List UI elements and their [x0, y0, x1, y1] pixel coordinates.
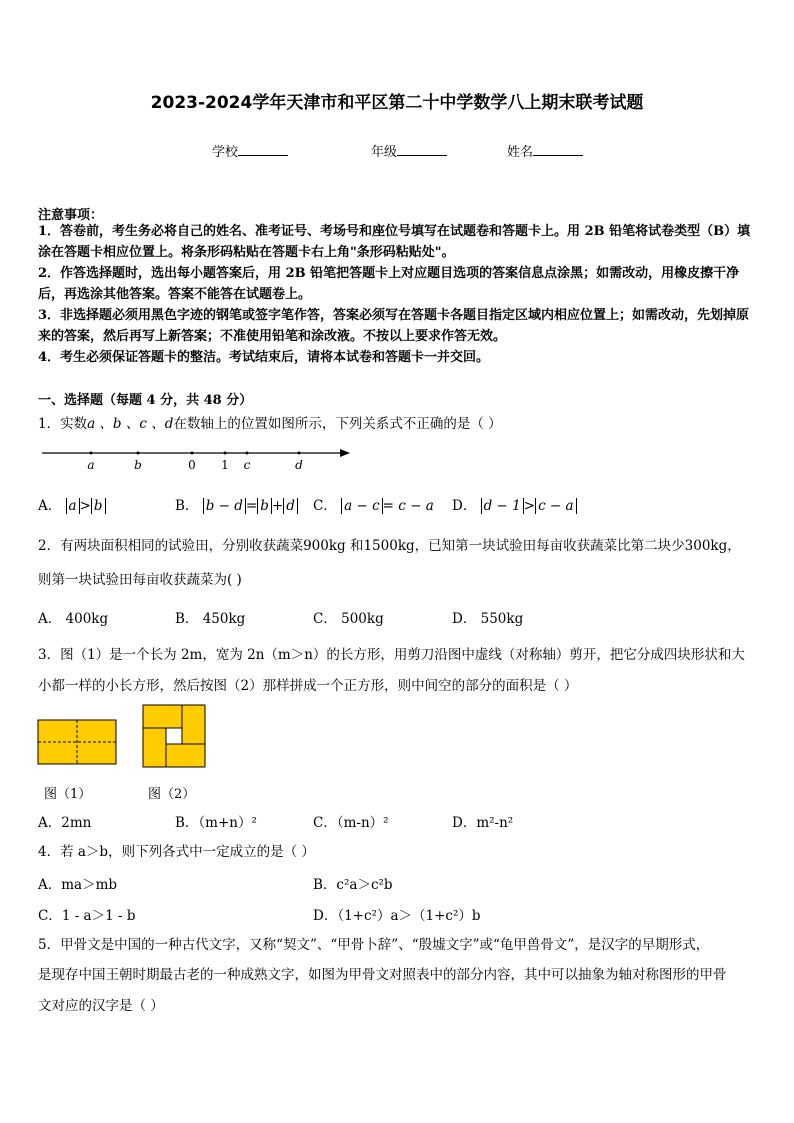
label-a: a [87, 458, 95, 472]
point-a [90, 452, 93, 455]
label-1: 1 [221, 458, 229, 472]
q3-option-d: D．m²-n² [452, 815, 514, 831]
q1-number-line [38, 444, 358, 474]
point-c [246, 452, 249, 455]
point-b [137, 452, 140, 455]
section-heading: 一、选择题（每题 4 分，共 48 分） [38, 393, 253, 408]
q2-line-2: 则第一块试验田每亩收获蔬菜为( ) [38, 572, 242, 588]
q4-option-b: B．c²a＞c²b [313, 877, 393, 893]
q3-line-2: 小都一样的小长方形，然后按图（2）那样拼成一个正方形，则中间空的部分的面积是（ ） [38, 678, 578, 694]
q1-option-d: D． d − 1 > c − a [452, 494, 577, 514]
point-0 [191, 452, 194, 455]
note-1: 1．答卷前，考生务必将自己的姓名、准考证号、考场号和座位号填写在试题卷和答题卡上。用 2B 铅笔将试卷类型（B）填涂在答题卡相应位置上。将条形码粘贴在答题卡右上角"条形码粘贴处"。 [38, 224, 751, 260]
q3-option-c: C．（m-n）² [313, 815, 389, 831]
q5-line-3: 文对应的汉字是（ ） [38, 998, 164, 1014]
label-c: c [243, 458, 251, 472]
school-field [212, 141, 288, 160]
q1-option-c: C． a − c = c − a [313, 498, 434, 514]
q3-line-1: 3．图（1）是一个长为 2m，宽为 2n（m＞n）的长方形，用剪刀沿图中虚线（对称轴）剪开，把它分成四块形状和大 [38, 647, 745, 663]
q3-option-a: A．2mn [38, 815, 92, 831]
fig2-center-hole [166, 728, 182, 744]
q2-option-b: B． 450kg [175, 611, 246, 627]
q2-option-c: C． 500kg [313, 611, 384, 627]
point-1 [224, 452, 227, 455]
q4-option-d: D．（1+c²）a＞（1+c²）b [313, 908, 481, 924]
label-b: b [134, 458, 142, 472]
name-blank [533, 143, 583, 156]
name-field [507, 141, 583, 160]
q3-figure-1 [36, 718, 120, 768]
q4-option-c: C．1 - a＞1 - b [38, 908, 136, 924]
q5-line-2: 是现存中国王朝时期最古老的一种成熟文字，如图为甲骨文对照表中的部分内容，其中可以抽象为轴对称图形的甲骨 [38, 967, 727, 983]
q1-stem [38, 414, 760, 435]
q1-option-b: B． b − d = b + d [175, 494, 298, 514]
grade-blank [397, 143, 447, 156]
q2-option-a: A． 400kg [38, 611, 109, 627]
q4-stem: 4．若 a＞b，则下列各式中一定成立的是（ ） [38, 844, 315, 860]
point-d [298, 452, 301, 455]
school-label: 学校 [212, 145, 239, 160]
q2-option-d: D． 550kg [452, 611, 524, 627]
q1-stem-a: 1．实数 [38, 416, 88, 432]
school-blank [238, 143, 288, 156]
page-title: 2023-2024学年天津市和平区第二十中学数学八上期末联考试题 [150, 93, 644, 113]
name-label: 姓名 [507, 145, 534, 160]
note-3: 3．非选择题必须用黑色字迹的钢笔或签字笔作答，答案必须写在答题卡各题目指定区域内相应位置上；如需改动，先划掉原来的答案，然后再写上新答案；不准使用铅笔和涂改液。不按以上要求作答无效。 [38, 308, 750, 344]
fig1-caption: 图（1） [44, 787, 92, 802]
q5-line-1: 5．甲骨文是中国的一种古代文字，又称“契文”、“甲骨卜辞”、“殷墟文字”或“龟甲兽骨文”，是汉字的早期形式， [38, 937, 710, 953]
note-4: 4．考生必须保证答题卡的整洁。考试结束后，请将本试卷和答题卡一并交回。 [38, 350, 490, 365]
q1-option-a: A． a > b [38, 494, 106, 514]
label-d: d [295, 458, 303, 472]
label-0: 0 [188, 458, 196, 472]
grade-label: 年级 [371, 145, 398, 160]
q2-line-1: 2．有两块面积相同的试验田，分别收获蔬菜900kg 和1500kg，已知第一块试验田每亩收获蔬菜比第二块少300kg， [38, 538, 741, 554]
q1-vars: a 、b 、c 、d [87, 416, 174, 432]
notes-heading: 注意事项： [38, 208, 104, 223]
q4-option-a: A．ma＞mb [38, 877, 118, 893]
q3-option-b: B．（m+n）² [175, 815, 257, 831]
q1-stem-b: 在数轴上的位置如图所示，下列关系式不正确的是（ ） [173, 416, 502, 432]
fig2-caption: 图（2） [148, 787, 196, 802]
number-line-arrow [340, 449, 350, 457]
q3-figure-2 [142, 704, 206, 768]
grade-field [371, 141, 447, 160]
note-2: 2．作答选择题时，选出每小题答案后，用 2B 铅笔把答题卡上对应题目选项的答案信息点涂黑；如需改动，用橡皮擦干净后，再选涂其他答案。答案不能答在试题卷上。 [38, 266, 740, 302]
